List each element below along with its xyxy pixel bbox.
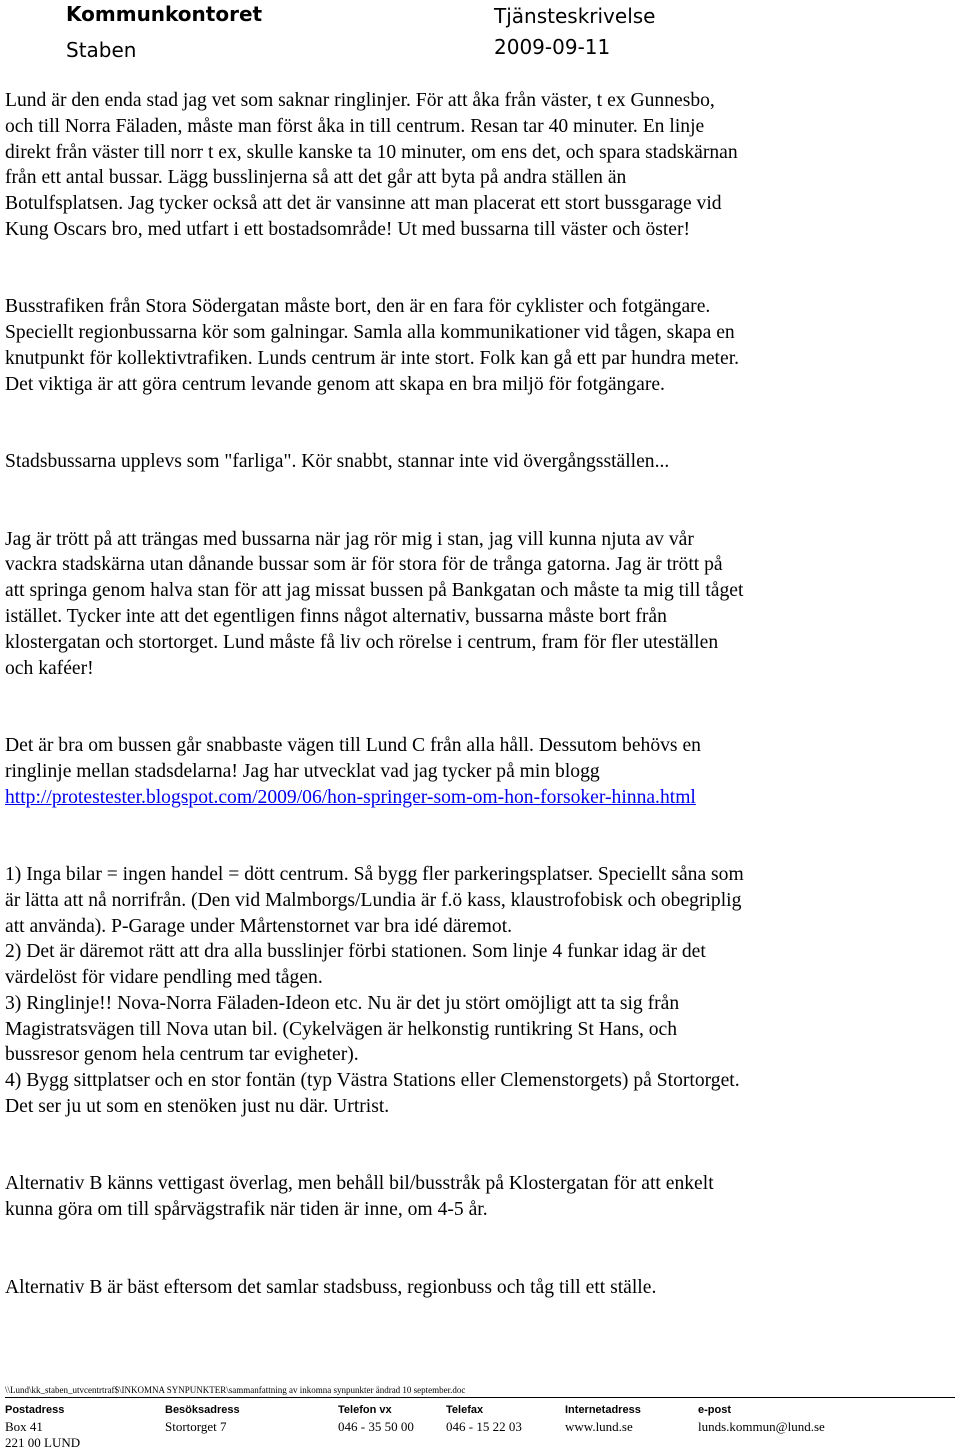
paragraph-7 (5, 1171, 957, 1223)
paragraph-6 (5, 862, 957, 1120)
text-line: istället. Tycker inte att det egentligen finns något alternativ, bussarna måste bort från (5, 605, 667, 627)
text-line: knutpunkt för kollektivtrafiken. Lunds centrum är inte stort. Folk kan gå ett par hundra meter. (5, 347, 740, 369)
internet-label: Internetadress (565, 1404, 641, 1416)
paragraph-5 (5, 733, 957, 810)
text-line: vackra stadskärna utan dånande bussar som är för stora för de trånga gatorna. Jag är trött på (5, 554, 723, 576)
text-line: direkt från väster till norr t ex, skulle kanske ta 10 minuter, om ens det, och spara stadskärnan (5, 141, 738, 163)
text-line: 1) Inga bilar = ingen handel = dött centrum. Så bygg fler parkeringsplatser. Speciellt såna som (5, 863, 744, 885)
paragraph-4 (5, 527, 957, 682)
postadress-value: Box 41 (5, 1419, 43, 1434)
footer-divider (5, 1397, 955, 1398)
text-line: och kaféer! (5, 657, 94, 679)
document-type: Tjänsteskrivelse (494, 4, 656, 28)
telefon-value: 046 - 35 50 00 (338, 1419, 414, 1434)
text-line: 4) Bygg sittplatser och en stor fontän (typ Västra Stations eller Clemenstorgets) på Stortorget. (5, 1070, 740, 1092)
text-line: 2) Det är däremot rätt att dra alla busslinjer förbi stationen. Som linje 4 funkar idag är det (5, 941, 706, 963)
epost-value: lunds.kommun@lund.se (698, 1419, 825, 1434)
text-line: och till Norra Fäladen, måste man först åka in till centrum. Resan tar 40 minuter. En linje (5, 115, 705, 137)
telefax-label: Telefax (446, 1404, 484, 1416)
file-path: \\Lund\kk_staben_utvcentrtraf$\INKOMNA SYNPUNKTER\sammanfattning av inkomna synpunkter ändrad 10 september.doc (5, 1385, 466, 1395)
text-line: klostergatan och stortorget. Lund måste få liv och rörelse i centrum, fram för fler uteställen (5, 631, 719, 653)
text-line: värdelöst för vidare pendling med tågen. (5, 967, 323, 989)
text-line: Det viktiga är att göra centrum levande genom att skapa en bra miljö för fotgängare. (5, 373, 665, 395)
text-line: Alternativ B känns vettigast överlag, men behåll bil/busstråk på Klostergatan för att enkelt (5, 1173, 714, 1195)
blog-link[interactable]: http://protestester.blogspot.com/2009/06/hon-springer-som-om-hon-forsoker-hinna.html (5, 786, 696, 808)
text-line: Magistratsvägen till Nova utan bil. (Cykelvägen är helkonstig runtikring St Hans, och (5, 1018, 678, 1040)
text-line: ringlinje mellan stadsdelarna! Jag har utvecklat vad jag tycker på min blogg (5, 760, 600, 782)
text-line: Kung Oscars bro, med utfart i ett bostadsområde! Ut med bussarna till väster och öster! (5, 218, 691, 240)
document-date: 2009-09-11 (494, 35, 611, 59)
text-line: Det är bra om bussen går snabbaste vägen till Lund C från alla håll. Dessutom behövs en (5, 734, 701, 756)
text-line: bussresor genom hela centrum tar evigheter). (5, 1044, 359, 1066)
telefon-label: Telefon vx (338, 1404, 392, 1416)
epost-label: e-post (698, 1404, 731, 1416)
blog-link-line (5, 785, 957, 811)
text-line: kunna göra om till spårvägstrafik när tiden är inne, om 4-5 år. (5, 1199, 488, 1221)
postadress-city: 221 00 LUND (5, 1435, 81, 1450)
text-line: Botulfsplatsen. Jag tycker också att det är vansinne att man placerat ett stort bussgarage vid (5, 193, 722, 215)
text-line: Jag är trött på att trängas med bussarna när jag rör mig i stan, jag vill kunna njuta av vår (5, 528, 694, 550)
besoksadress-value: Stortorget 7 (165, 1419, 227, 1434)
text-line: att springa genom halva stan för att jag missat bussen på Bankgatan och måste ta mig till tåget (5, 580, 744, 602)
text-line: att använda). P-Garage under Mårtenstornet var bra idé däremot. (5, 915, 513, 937)
text-line: är lätta att nå norrifrån. (Den vid Malmborgs/Lundia är f.ö kass, klaustrofobisk och obegriplig (5, 889, 742, 911)
text-line: Stadsbussarna upplevs som "farliga". Kör snabbt, stannar inte vid övergångsställen... (5, 451, 670, 473)
text-line: Speciellt regionbussarna kör som galningar. Samla alla kommunikationer vid tågen, skapa en (5, 322, 735, 344)
besoksadress-label: Besöksadress (165, 1404, 240, 1416)
org-name: Kommunkontoret (66, 2, 263, 26)
paragraph-8 (5, 1275, 957, 1301)
department-name: Staben (66, 38, 137, 62)
paragraph-1 (5, 88, 957, 243)
text-line: från ett antal bussar. Lägg busslinjerna så att det går att byta på andra ställen än (5, 167, 627, 189)
paragraph-2 (5, 294, 957, 397)
text-line: Alternativ B är bäst eftersom det samlar stadsbuss, regionbuss och tåg till ett ställe. (5, 1276, 657, 1298)
text-line: Det ser ju ut som en stenöken just nu där. Urtrist. (5, 1096, 390, 1118)
document-body (5, 88, 957, 1300)
text-line: 3) Ringlinje!! Nova-Norra Fäladen-Ideon etc. Nu är det ju stört omöjligt att ta sig från (5, 992, 680, 1014)
internet-value: www.lund.se (565, 1419, 633, 1434)
text-line: Busstrafiken från Stora Södergatan måste bort, den är en fara för cyklister och fotgängare. (5, 296, 711, 318)
paragraph-3 (5, 449, 957, 475)
postadress-label: Postadress (5, 1404, 65, 1416)
telefax-value: 046 - 15 22 03 (446, 1419, 522, 1434)
text-line: Lund är den enda stad jag vet som saknar ringlinjer. För att åka från väster, t ex Gunnesbo, (5, 90, 715, 111)
